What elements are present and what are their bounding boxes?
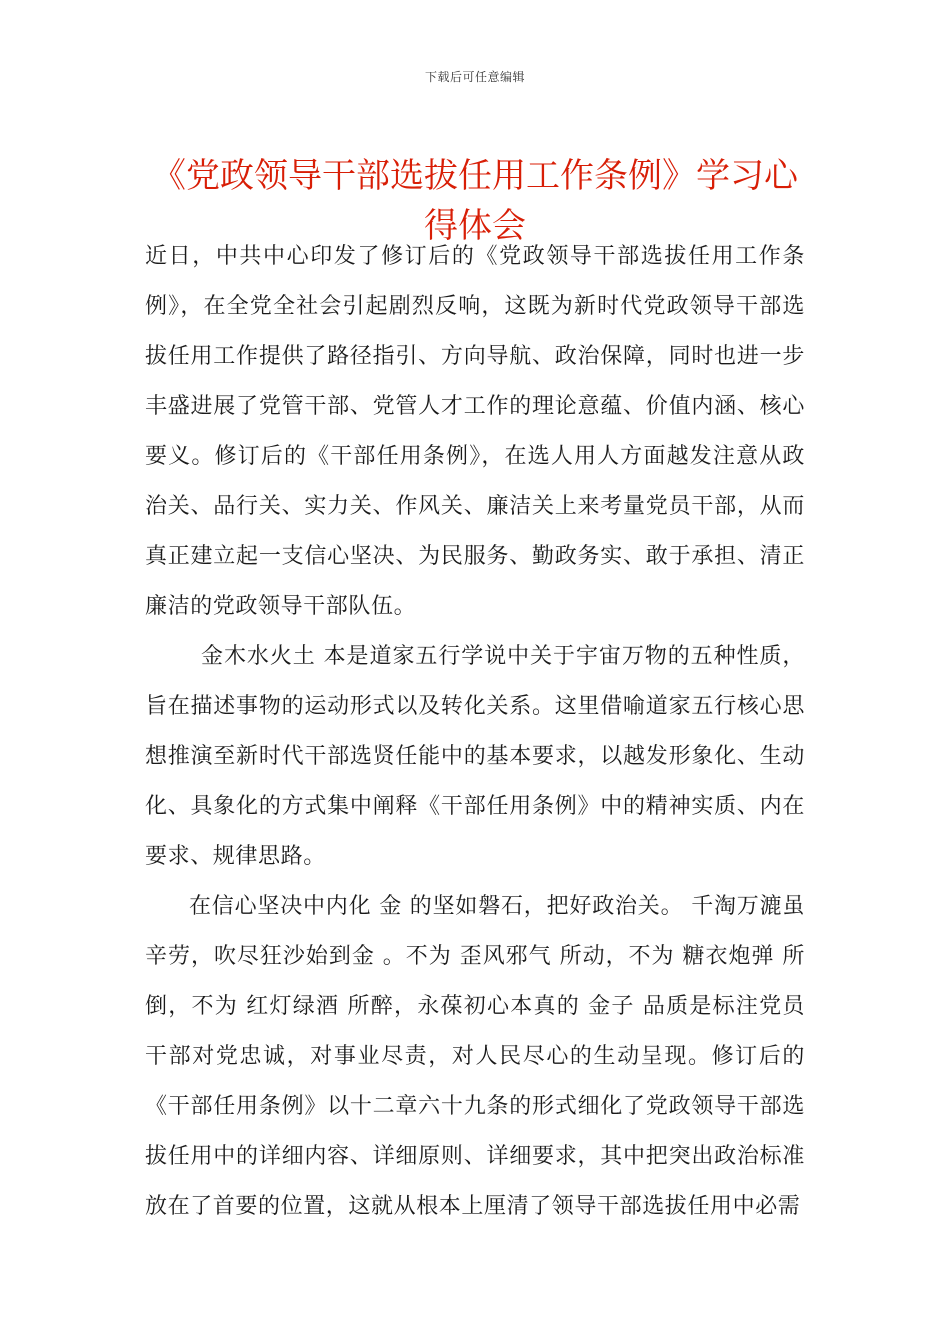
header-note: 下载后可任意编辑	[424, 70, 525, 84]
document-title: 《党政领导干部选拔任用工作条例》学习心得体会	[152, 155, 798, 246]
paragraph-3: 在信心坚决中内化 金 的坚如磐石，把好政治关。 千淘万漉虽辛劳，吹尽狂沙始到金 。不为 歪风邪气 所动，不为 糖衣炮弹 所倒，不为 红灯绿酒 所醉，永葆初心本真的 金子 品质是标注党员干部对党忠诚，对事业尽责，对人民尽心的生动呈现。修订后的《干部任用条例》以十二章六十九条的形式细化了党政领导干部选拔任用中的详细内容、详细原则、详细要求，其中把突出政治标准放在了首要的位置，这就从根本上厘清了领导干部选拔任用中必需	[145, 894, 805, 1219]
paragraph-1: 近日，中共中心印发了修订后的《党政领导干部选拔任用工作条例》，在全党全社会引起剧烈反响，这既为新时代党政领导干部选拔任用工作提供了路径指引、方向导航、政治保障，同时也进一步丰盛进展了党管干部、党管人才工作的理论意蕴、价值内涵、核心要义。修订后的《干部任用条例》，在选人用人方面越发注意从政治关、品行关、实力关、作风关、廉洁关上来考量党员干部，从而真正建立起一支信心坚决、为民服务、勤政务实、敢于承担、清正廉洁的党政领导干部队伍。	[145, 244, 805, 619]
paragraph-2: 金木水火土 本是道家五行学说中关于宇宙万物的五种性质，旨在描述事物的运动形式以及转化关系。这里借喻道家五行核心思想推演至新时代干部选贤任能中的基本要求，以越发形象化、生动化、具象化的方式集中阐释《干部任用条例》中的精神实质、内在要求、规律思路。	[145, 644, 805, 869]
document-body	[145, 232, 805, 1232]
